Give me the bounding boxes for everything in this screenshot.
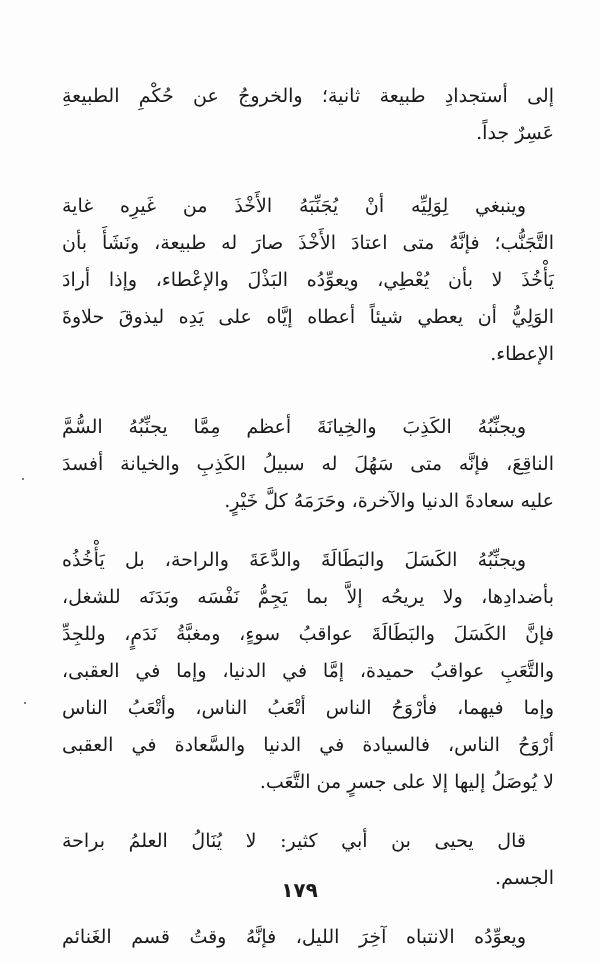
paragraph-1 [62,78,554,152]
text-line: أرْوَحُ الناس، فالسيادة في الدنيا والسَّعادة في العقبى [62,734,554,756]
text-line: الإعطاء. [490,343,554,365]
print-speck [24,702,26,704]
text-line: عَسِرٌ جداً. [476,122,554,144]
text-line: قال يحيى بن أبي كثير: لا يُنَالُ العلمُ براحة [62,830,526,852]
text-line: عليه سعادةَ الدنيا والآخرة، وحَرَمَهُ كلَّ خَيْرٍ. [224,490,554,512]
text-line: التَّجَنُّب؛ فإنَّهُ متى اعتادَ الأَخْذَ صارَ له طبيعة، ونَشَأَ بأن [62,232,554,254]
text-line: وإما فيهما، فأرْوَحُ الناس أتْعَبُ الناس، وأتْعَبُ الناس [62,697,554,719]
text-line: بأضدادِها، ولا يريحُه إلاَّ بما يَجِمُّ نَفْسَه وبَدَنَه للشغل، [62,586,554,608]
text-line: وينبغي لِوَلِيِّه أنْ يُجَنِّبَهُ الأَخْذَ من غَيرِه غاية [62,195,526,217]
text-line: ويعوِّدُه الانتباه آخِرَ الليل، فإنَّهُ وقتُ قسم الغَنائم [62,926,526,948]
text-line: الناقِعَ، فإنَّه متى سَهُلَ له سبيلُ الكَذِبِ والخيانة أفسدَ [62,453,554,475]
text-line: إلى أستجدادِ طبيعة ثانية؛ والخروجُ عن حُكْمِ الطبيعةِ [62,85,554,107]
text-line: ويجنِّبُهُ الكَسَلَ والبَطَالَةَ والدَّعَةَ والراحة، بل يَأْخُذُه [62,549,526,571]
print-speck [22,478,24,480]
text-line: لا يُوصَلُ إليها إلا على جسرٍ من التَّعَب. [259,771,554,793]
text-line: فإنَّ الكَسَلَ والبَطَالَةَ عواقبُ سوءٍ، ومغبَّةُ نَدَمٍ، وللجِدِّ [62,623,554,645]
body-text [62,78,554,956]
paragraph-6 [62,919,554,956]
text-line: يَأْخُذَ لا بأن يُعْطِي، ويعوِّدُه البَذْلَ والإعْطاء، وإذا أرادَ [62,269,554,291]
text-line: والتَّعَبِ عواقبُ حميدة، إمَّا في الدنيا، وإما في العقبى، [62,660,554,682]
page-number: ١٧٩ [281,878,318,902]
text-line: ويجنِّبُهُ الكَذِبَ والخِيانَةَ أعظم مِمَّا يجنِّبُهُ السُّمَّ [62,416,526,438]
text-line: الوَلِيُّ أن يعطي شيئاً أعطاه إيَّاه على يَدِه ليذوقَ حلاوةَ [62,306,554,328]
text-line: الجسم. [495,867,554,889]
paragraph-4 [62,542,554,801]
paragraph-3 [62,409,554,520]
paragraph-2 [62,188,554,373]
